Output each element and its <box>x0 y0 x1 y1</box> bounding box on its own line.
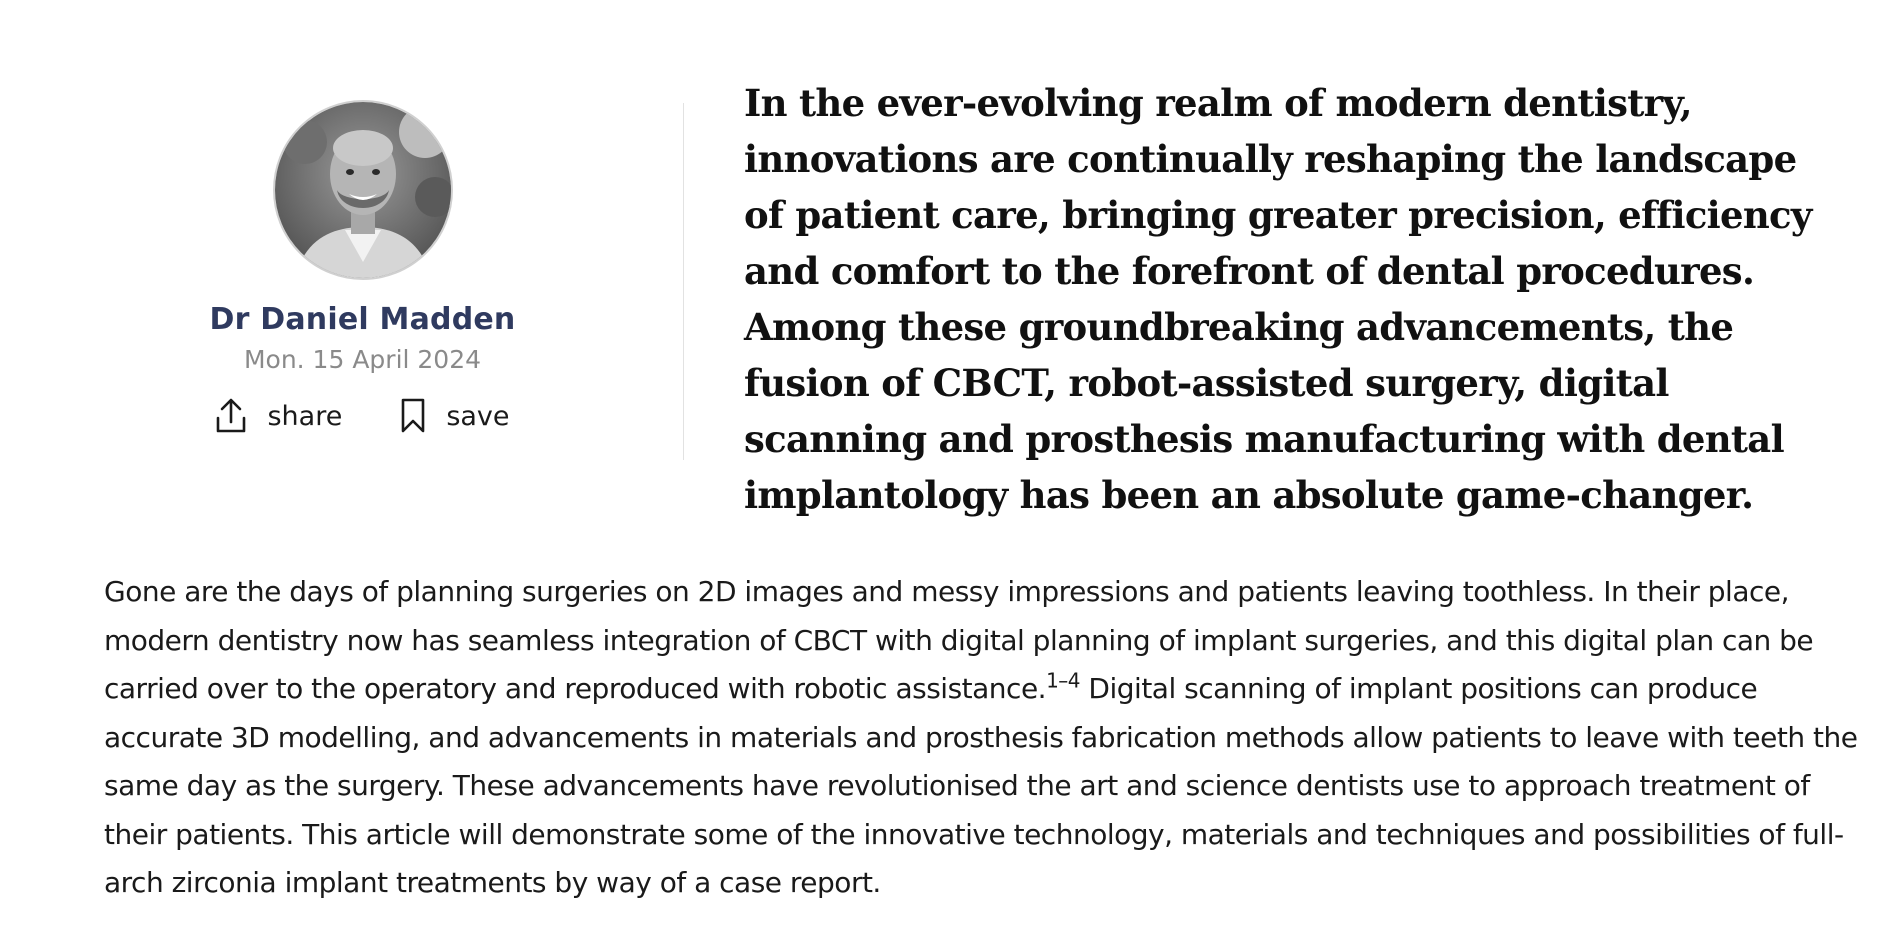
bookmark-icon <box>400 398 426 434</box>
share-button[interactable] <box>215 398 342 434</box>
author-name[interactable]: Dr Daniel Madden <box>209 302 516 337</box>
share-label: share <box>267 400 343 432</box>
share-icon <box>215 398 247 434</box>
column-divider <box>683 103 684 460</box>
article-body <box>104 568 1864 908</box>
author-panel <box>150 100 575 434</box>
avatar <box>273 100 453 280</box>
body-text-part-2: Digital scanning of implant positions can produce accurate 3D modelling, and advancements in materials and prosthesis fabrication methods allow patients to leave with teeth the same day as the surgery. These advancements have revolutionised the art and science dentists use to approach treatment of their patients. This article will demonstrate some of the innovative technology, materials and techniques and possibilities of full-arch zirconia implant treatments by way of a case report. <box>104 672 1858 899</box>
save-button[interactable] <box>400 398 509 434</box>
publish-date: Mon. 15 April 2024 <box>243 345 482 374</box>
article-lede: In the ever-evolving realm of modern dentistry, innovations are continually reshaping the landscape of patient care, bringing greater precision, efficiency and comfort to the forefront of dental procedures. Among these groundbreaking advancements, the fusion of CBCT, robot-assisted surgery, digital scanning and prosthesis manufacturing with dental implantology has been an absolute game-changer. <box>744 81 1812 517</box>
citation-superscript[interactable]: 1–4 <box>1046 668 1081 693</box>
save-label: save <box>446 400 510 432</box>
author-photo <box>275 102 451 278</box>
article-actions <box>215 398 509 434</box>
body-text-part-1: Gone are the days of planning surgeries on 2D images and messy impressions and patients leaving toothless. In their place, modern dentistry now has seamless integration of CBCT with digital planning of implant surgeries, and this digital plan can be carried over to the operatory and reproduced with robotic assistance. <box>104 575 1814 705</box>
